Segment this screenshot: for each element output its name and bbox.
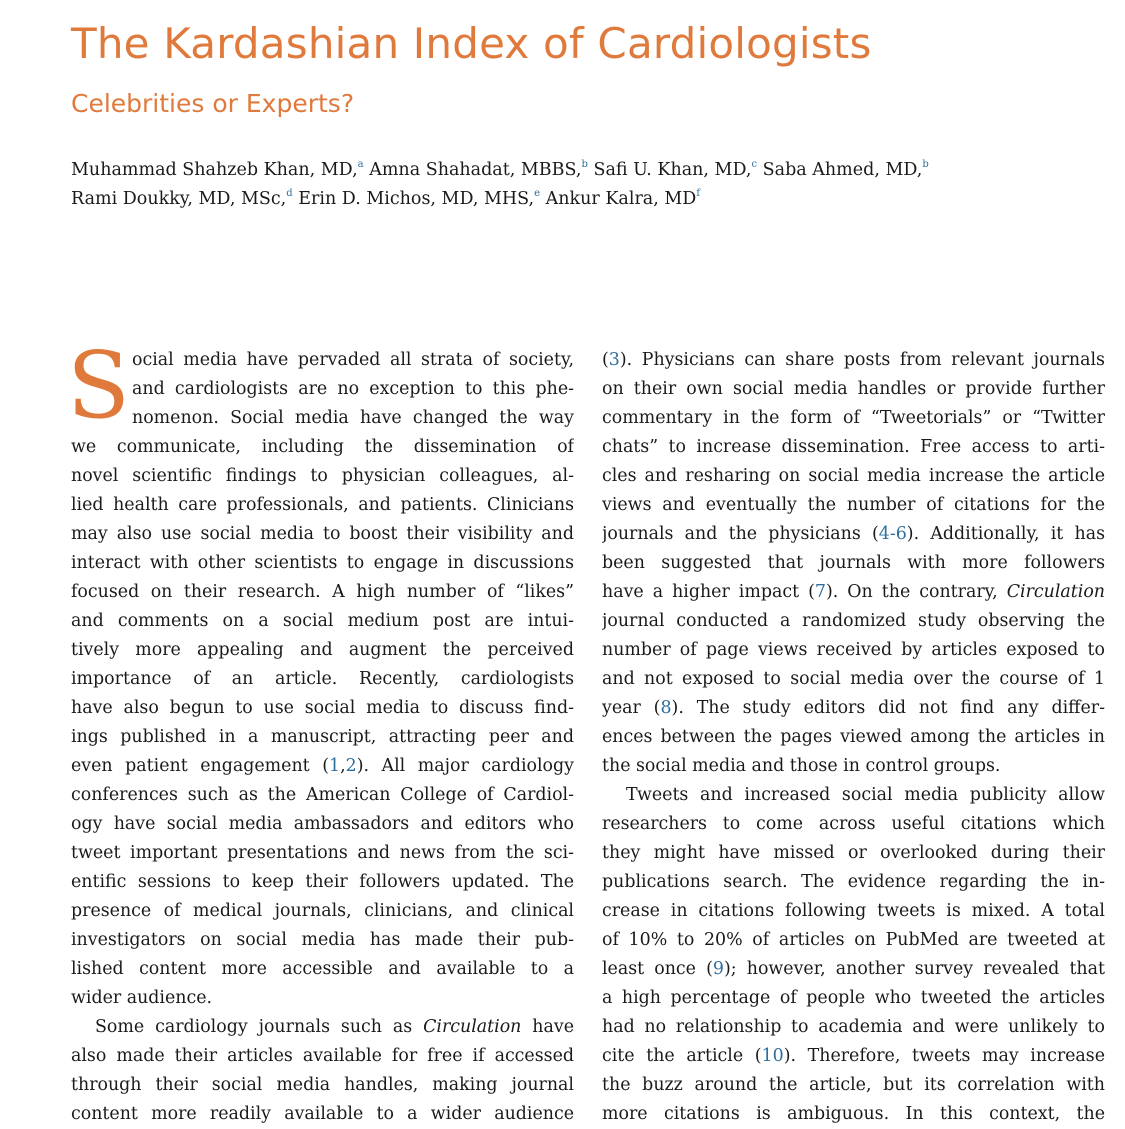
citation-link[interactable]: 3 <box>608 350 620 370</box>
body-text-line <box>602 433 1105 462</box>
text-run: researchers to come across useful citations which <box>602 814 1105 834</box>
text-run: and not exposed to social media over the course of 1 <box>602 669 1105 689</box>
body-text-line <box>71 868 574 897</box>
author-line <box>71 156 1071 185</box>
body-text-line <box>602 520 1105 549</box>
body-text-line <box>602 636 1105 665</box>
body-text-line <box>71 1071 574 1100</box>
text-run: ). Physicians can share posts from relevant journals <box>619 350 1105 370</box>
text-run: importance of an article. Recently, cardiologists <box>71 669 574 689</box>
body-text-line <box>602 926 1105 955</box>
text-run: and cardiologists are no exception to this phe- <box>132 379 574 399</box>
body-text-line <box>602 839 1105 868</box>
author-name: Muhammad Shahzeb Khan, MD, <box>71 160 358 180</box>
text-run: ). Additionally, it has <box>906 524 1105 544</box>
text-run: lished content more accessible and available to a <box>71 959 574 979</box>
body-text-line <box>71 839 574 868</box>
text-run: presence of medical journals, clinicians, and clinical <box>71 901 574 921</box>
body-text-line <box>602 810 1105 839</box>
body-text-line <box>71 404 574 433</box>
text-run: ); however, another survey revealed that <box>723 959 1105 979</box>
author-name: Safi U. Khan, MD, <box>593 160 752 180</box>
author-name: Amna Shahadat, MBBS, <box>369 160 582 180</box>
text-run: ). Therefore, tweets may increase <box>783 1046 1105 1066</box>
body-text-line <box>602 897 1105 926</box>
text-run: nomenon. Social media have changed the way <box>132 408 574 428</box>
text-run: commentary in the form of “Tweetorials” or “Twitter <box>602 408 1105 428</box>
text-run: crease in citations following tweets is mixed. A total <box>602 901 1105 921</box>
body-text-line <box>602 723 1105 752</box>
citation-link[interactable]: 2 <box>345 756 357 776</box>
text-run: ocial media have pervaded all strata of society, <box>132 350 574 370</box>
body-text-line <box>71 694 574 723</box>
italic-text: Circulation <box>423 1017 522 1037</box>
text-run: ( <box>602 350 609 370</box>
body-text-line <box>71 1042 574 1071</box>
text-run: ogy have social media ambassadors and editors who <box>71 814 574 834</box>
body-text-line <box>71 1013 574 1042</box>
text-run: have <box>521 1017 574 1037</box>
text-run: year ( <box>602 698 661 718</box>
body-text-line <box>71 346 574 375</box>
body-text-line <box>71 665 574 694</box>
text-run: Tweets and increased social media publicity allow <box>626 785 1105 805</box>
text-run: ). All major cardiology <box>356 756 574 776</box>
text-run: conferences such as the American College of Cardiol- <box>71 785 574 805</box>
text-run: have also begun to use social media to discuss find- <box>71 698 574 718</box>
text-run: ). The study editors did not find any differ- <box>671 698 1105 718</box>
body-text-line <box>602 1042 1105 1071</box>
citation-link[interactable]: 7 <box>814 582 826 602</box>
body-text-line <box>602 607 1105 636</box>
text-run: novel scientific findings to physician colleagues, al- <box>71 466 574 486</box>
text-run: have a higher impact ( <box>602 582 815 602</box>
body-text-line <box>602 868 1105 897</box>
body-text-line <box>71 462 574 491</box>
text-run: investigators on social media has made their pub- <box>71 930 574 950</box>
text-run: publications search. The evidence regarding the in- <box>602 872 1105 892</box>
text-run: also made their articles available for free if accessed <box>71 1046 574 1066</box>
text-run: chats” to increase dissemination. Free access to arti- <box>602 437 1105 457</box>
body-text-line <box>71 607 574 636</box>
body-text-line <box>71 810 574 839</box>
text-run: tweet important presentations and news from the sci- <box>71 843 574 863</box>
body-text-line <box>71 752 574 781</box>
text-run: journals and the physicians ( <box>602 524 879 544</box>
citation-link[interactable]: 4-6 <box>878 524 907 544</box>
text-run: we communicate, including the dissemination of <box>71 437 574 457</box>
author-name: Erin D. Michos, MD, MHS, <box>298 189 535 209</box>
body-text-line <box>602 346 1105 375</box>
text-run: entific sessions to keep their followers updated. The <box>71 872 574 892</box>
text-run: even patient engagement ( <box>71 756 329 776</box>
body-text-line <box>602 375 1105 404</box>
body-text-line <box>71 723 574 752</box>
text-run: a high percentage of people who tweeted the articles <box>602 988 1105 1008</box>
body-text-line <box>602 665 1105 694</box>
author-name: Ankur Kalra, MD <box>545 189 697 209</box>
text-run: ). On the contrary, <box>825 582 1007 602</box>
drop-cap: S <box>67 332 131 439</box>
body-text-line <box>71 433 574 462</box>
body-text-line <box>71 578 574 607</box>
body-text-line <box>602 955 1105 984</box>
body-text-line <box>71 926 574 955</box>
text-run: views and eventually the number of citations for the <box>602 495 1105 515</box>
text-run: interact with other scientists to engage in discussions <box>71 553 574 573</box>
body-text-line <box>602 984 1105 1013</box>
right-column <box>602 346 1105 1129</box>
body-text-line <box>71 984 574 1013</box>
affiliation-marker[interactable]: b <box>581 159 588 170</box>
body-text-line <box>602 1013 1105 1042</box>
text-run: content more readily available to a wider audience <box>71 1104 574 1124</box>
text-run: ings published in a manuscript, attracting peer and <box>71 727 574 747</box>
text-run: had no relationship to academia and were unlikely to <box>602 1017 1105 1037</box>
text-run: focused on their research. A high number of “likes” <box>71 582 574 602</box>
text-run: through their social media handles, making journal <box>71 1075 574 1095</box>
text-run: ences between the pages viewed among the articles in <box>602 727 1105 747</box>
affiliation-marker[interactable]: c <box>751 159 758 170</box>
affiliation-marker[interactable]: f <box>696 188 701 199</box>
affiliation-marker[interactable]: a <box>357 159 364 170</box>
body-text-line <box>602 578 1105 607</box>
body-text-line <box>602 491 1105 520</box>
body-text-line <box>71 955 574 984</box>
left-column <box>67 332 574 1129</box>
article-title: The Kardashian Index of Cardiologists <box>71 19 872 68</box>
text-run: cite the article ( <box>602 1046 762 1066</box>
body-text-line <box>71 636 574 665</box>
text-run: on their own social media handles or provide further <box>602 379 1105 399</box>
body-text-line <box>602 1071 1105 1100</box>
citation-link[interactable]: 10 <box>761 1046 784 1066</box>
body-text-line <box>602 781 1105 810</box>
text-run: and comments on a social medium post are intui- <box>71 611 574 631</box>
text-run: , <box>340 756 346 776</box>
body-text-line <box>71 520 574 549</box>
text-run: lied health care professionals, and patients. Clinicians <box>71 495 574 515</box>
body-text-line <box>71 491 574 520</box>
text-run: Some cardiology journals such as <box>95 1017 424 1037</box>
text-run: may also use social media to boost their visibility and <box>71 524 574 544</box>
body-text-line <box>602 404 1105 433</box>
text-run: journal conducted a randomized study observing the <box>602 611 1105 631</box>
citation-link[interactable]: 9 <box>712 959 724 979</box>
text-run: least once ( <box>602 959 713 979</box>
text-run: been suggested that journals with more followers <box>602 553 1105 573</box>
italic-text: Circulation <box>1006 582 1105 602</box>
article-subtitle: Celebrities or Experts? <box>71 89 355 118</box>
body-text-line <box>602 752 1105 781</box>
text-run: tively more appealing and augment the perceived <box>71 640 574 660</box>
text-run: the social media and those in control groups. <box>602 756 1001 776</box>
body-text-line <box>602 694 1105 723</box>
text-run: wider audience. <box>71 988 213 1008</box>
body-text-line <box>71 375 574 404</box>
text-run: they might have missed or overlooked during their <box>602 843 1105 863</box>
text-run: cles and resharing on social media increase the article <box>602 466 1105 486</box>
body-text-line <box>71 549 574 578</box>
author-line <box>71 185 1071 214</box>
body-text-line <box>71 897 574 926</box>
citation-link[interactable]: 8 <box>660 698 672 718</box>
text-run: number of page views received by articles exposed to <box>602 640 1105 660</box>
body-text-line <box>602 462 1105 491</box>
author-name: Saba Ahmed, MD, <box>762 160 923 180</box>
affiliation-marker[interactable]: d <box>286 188 293 199</box>
affiliation-marker[interactable]: e <box>534 188 541 199</box>
text-run: more citations is ambiguous. In this context, the <box>602 1104 1105 1124</box>
body-text-line <box>602 549 1105 578</box>
body-text-line <box>71 781 574 810</box>
author-name: Rami Doukky, MD, MSc, <box>71 189 287 209</box>
text-run: of 10% to 20% of articles on PubMed are tweeted at <box>602 930 1105 950</box>
author-list <box>71 156 1071 214</box>
citation-link[interactable]: 1 <box>329 756 341 776</box>
text-run: the buzz around the article, but its correlation with <box>602 1075 1105 1095</box>
affiliation-marker[interactable]: b <box>922 159 929 170</box>
